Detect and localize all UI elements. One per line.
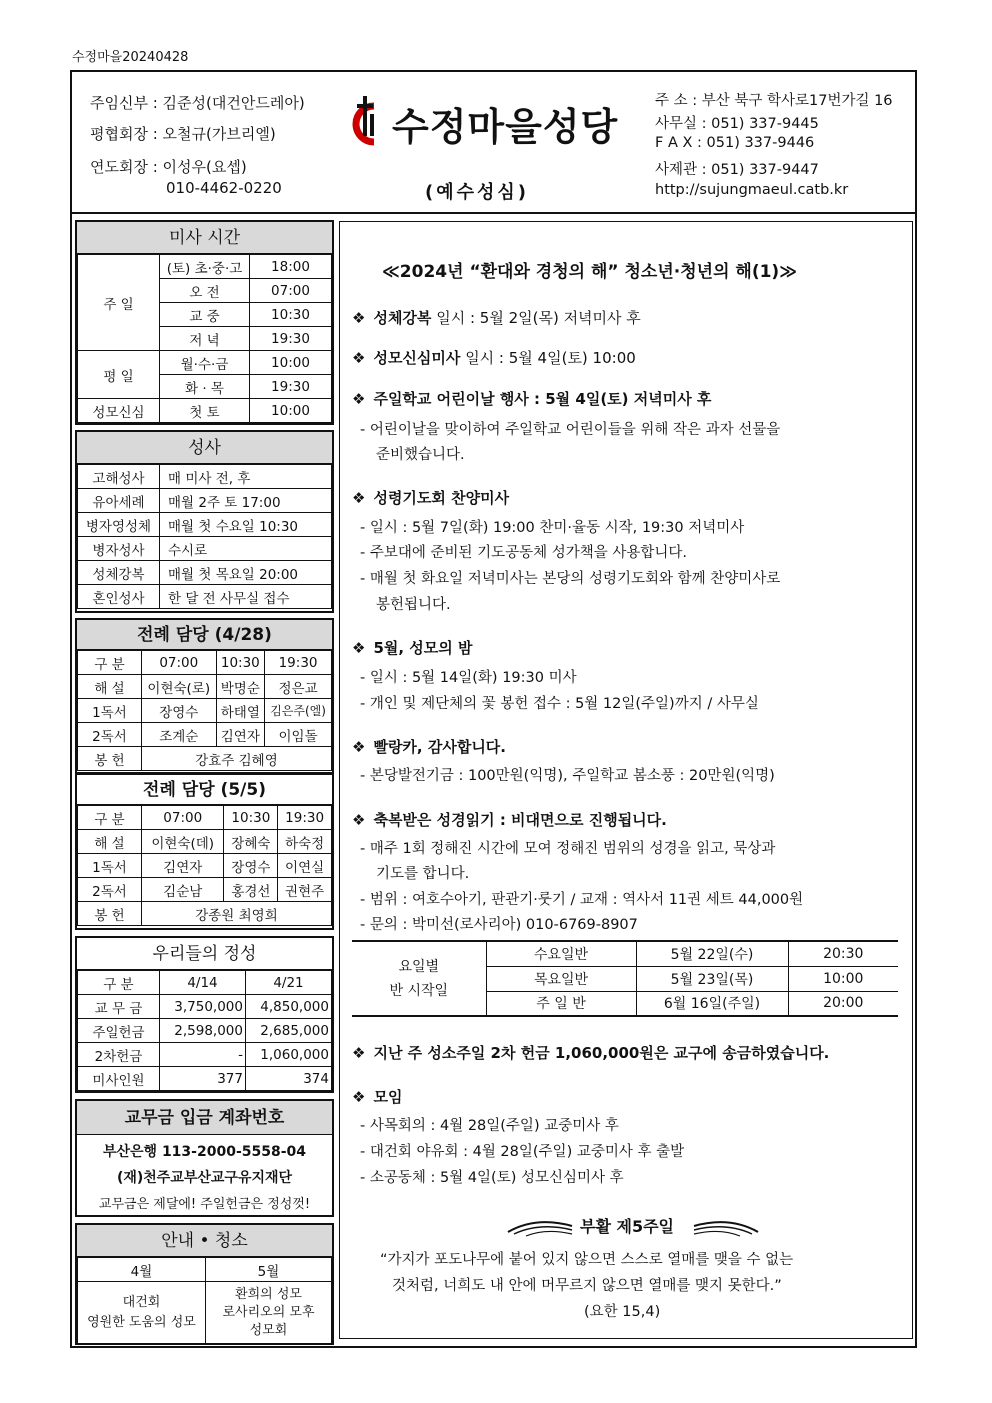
text-line: 봉헌됩니다. — [376, 597, 451, 613]
class-name: 주 일 반 — [486, 991, 636, 1016]
diamond-icon: ❖ — [352, 1044, 366, 1062]
table-head: 19:30 — [265, 651, 332, 675]
yeondo-phone: 010-4462-0220 — [166, 179, 282, 197]
text-line: - 문의 : 박미선(로사리아) 010-6769-8907 — [360, 917, 638, 933]
ornament-right-icon — [692, 1212, 760, 1240]
mass-name: (토) 초·중·고 — [160, 255, 250, 279]
cleaning-may: 환희의 성모 로사리오의 모후 성모회 — [206, 1282, 332, 1344]
bible-verse-line2: 것처럼, 너희도 내 안에 머무르지 않으면 열매를 맺지 못한다.” — [392, 1278, 782, 1294]
mass-time: 10:00 — [250, 399, 332, 423]
table-head: 10:30 — [216, 651, 265, 675]
month: 5월 — [206, 1258, 332, 1282]
mass-name: 교 중 — [160, 303, 250, 327]
section-bible-reading: ❖ 축복받은 성경읽기 : 비대면으로 진행됩니다. — [352, 811, 667, 829]
person: 홍경선 — [224, 878, 278, 902]
table-head: 구 분 — [78, 971, 160, 995]
class-time: 20:30 — [788, 941, 898, 966]
amount: 377 — [160, 1067, 246, 1091]
offering-table — [77, 970, 332, 1091]
person: 하태열 — [216, 699, 265, 723]
section-vocation-offering: ❖ 지난 주 성소주일 2차 헌금 1,060,000원은 교구에 송금하였습니다. — [352, 1044, 830, 1062]
sacrament-info: 매월 첫 수요일 10:30 — [160, 513, 332, 537]
offering-type: 주일헌금 — [78, 1019, 160, 1043]
mass-time: 10:30 — [250, 303, 332, 327]
bible-class-label: 요일별 반 시작일 — [352, 941, 486, 1016]
sacrament-name: 병자영성체 — [78, 513, 160, 537]
text-line: - 범위 : 여호수아기, 판관기·룻기 / 교재 : 역사서 11권 세트 44,000원 — [360, 892, 804, 908]
diamond-icon: ❖ — [352, 349, 366, 367]
role: 1독서 — [78, 699, 142, 723]
section-mary-mass: ❖ 성모신심미사 일시 : 5월 4일(토) 10:00 — [352, 349, 636, 367]
section-childrens-day: ❖ 주일학교 어린이날 행사 : 5월 4일(토) 저녁미사 후 — [352, 390, 712, 408]
role: 봉 헌 — [78, 902, 142, 926]
diamond-icon: ❖ — [352, 309, 366, 327]
weekday-label: 평 일 — [78, 351, 160, 399]
cleaning-box — [75, 1223, 334, 1345]
person: 강효주 김혜영 — [142, 747, 332, 771]
offering-type: 미사인원 — [78, 1067, 160, 1091]
amount: 1,060,000 — [246, 1043, 332, 1067]
section-holy-spirit: ❖ 성령기도회 찬양미사 — [352, 489, 510, 507]
table-head: 07:00 — [142, 651, 217, 675]
section-may-night: ❖ 5월, 성모의 밤 — [352, 639, 473, 657]
mary-label: 성모신심 — [78, 399, 160, 423]
mass-name: 저 녁 — [160, 327, 250, 351]
mass-times-box — [75, 220, 334, 425]
mass-name: 첫 토 — [160, 399, 250, 423]
liturgy-505-table — [77, 805, 332, 926]
headline: ≪2024년 “환대와 경청의 해” 청소년·청년의 해(1)≫ — [382, 262, 798, 282]
sacrament-info: 매월 2주 토 17:00 — [160, 489, 332, 513]
fax: F A X : 051) 337-9446 — [655, 135, 815, 151]
person: 강종원 최영희 — [142, 902, 332, 926]
person: 박명순 — [216, 675, 265, 699]
mass-time: 19:30 — [250, 327, 332, 351]
cleaning-title: 안내 • 청소 — [77, 1225, 332, 1257]
person: 이연실 — [278, 854, 332, 878]
text-line: - 매주 1회 정해진 시간에 모여 정해진 범위의 성경을 읽고, 묵상과 — [360, 841, 776, 857]
text-line: - 소공동체 : 5월 4일(토) 성모신심미사 후 — [360, 1170, 624, 1186]
diamond-icon: ❖ — [352, 489, 366, 507]
text-line: - 어린이날을 맞이하여 주일학교 어린이들을 위해 작은 과자 선물을 — [360, 422, 781, 438]
text-line: - 일시 : 5월 7일(화) 19:00 찬미·율동 시작, 19:30 저녁미사 — [360, 520, 745, 536]
class-name: 목요일반 — [486, 966, 636, 991]
pastor: 주임신부 : 김준성(대건안드레아) — [90, 94, 305, 112]
motto: (예수성심) — [425, 182, 530, 203]
person: 김연자 — [142, 854, 224, 878]
person: 이현숙(로) — [142, 675, 217, 699]
person: 김연자 — [216, 723, 265, 747]
person: 권현주 — [278, 878, 332, 902]
diamond-icon: ❖ — [352, 1088, 366, 1106]
ornament-left-icon — [506, 1212, 574, 1240]
person: 장영수 — [224, 854, 278, 878]
sunday-title: 부활 제5주일 — [580, 1217, 674, 1236]
bible-class-table — [352, 940, 898, 1017]
section-meetings: ❖ 모임 — [352, 1088, 403, 1106]
church-logo — [344, 92, 644, 152]
text-line: - 개인 및 제단체의 꽃 봉헌 접수 : 5월 12일(주일)까지 / 사무실 — [360, 696, 759, 712]
mass-time: 07:00 — [250, 279, 332, 303]
amount: 2,685,000 — [246, 1019, 332, 1043]
role: 2독서 — [78, 878, 142, 902]
sacrament-name: 병자성사 — [78, 537, 160, 561]
class-time: 20:00 — [788, 991, 898, 1016]
account-holder: (재)천주교부산교구유지재단 — [116, 1170, 293, 1186]
text-line: - 대건회 야유회 : 4월 28일(주일) 교중미사 후 출발 — [360, 1144, 685, 1160]
text-line: 준비했습니다. — [376, 447, 465, 463]
rectory-phone: 사제관 : 051) 337-9447 — [655, 162, 819, 178]
account-box — [75, 1099, 334, 1217]
liturgy-505-box — [75, 774, 334, 930]
table-head: 4/21 — [246, 971, 332, 995]
amount: 374 — [246, 1067, 332, 1091]
text-line: - 일시 : 5월 14일(화) 19:30 미사 — [360, 670, 577, 686]
table-head: 4/14 — [160, 971, 246, 995]
mass-name: 화 · 목 — [160, 375, 250, 399]
offering-title: 우리들의 정성 — [77, 938, 332, 970]
diamond-icon: ❖ — [352, 811, 366, 829]
bank-account: 부산은행 113-2000-5558-04 — [102, 1144, 307, 1160]
role: 1독서 — [78, 854, 142, 878]
website-link[interactable]: http://sujungmaeul.catb.kr — [655, 182, 849, 198]
liturgy-505-title: 전례 담당 (5/5) — [77, 775, 332, 805]
person: 이임돌 — [265, 723, 332, 747]
bible-verse-ref: (요한 15,4) — [584, 1304, 661, 1320]
role: 봉 헌 — [78, 747, 142, 771]
role: 2독서 — [78, 723, 142, 747]
section-palanca: ❖ 빨랑카, 감사합니다. — [352, 738, 506, 756]
class-name: 수요일반 — [486, 941, 636, 966]
text-line: - 주보대에 준비된 기도공동체 성가책을 사용합니다. — [360, 545, 688, 561]
office-phone: 사무실 : 051) 337-9445 — [655, 116, 819, 132]
diamond-icon: ❖ — [352, 639, 366, 657]
class-date: 6월 16일(주일) — [636, 991, 788, 1016]
sacrament-info: 한 달 전 사무실 접수 — [160, 585, 332, 609]
person: 김은주(엘) — [265, 699, 332, 723]
role: 해 설 — [78, 830, 142, 854]
mass-time: 19:30 — [250, 375, 332, 399]
sacrament-box — [75, 430, 334, 613]
sacrament-info: 매월 첫 목요일 20:00 — [160, 561, 332, 585]
account-note: 교무금은 제달에! 주일헌금은 정성껏! — [98, 1197, 311, 1212]
table-head: 구 분 — [78, 806, 142, 830]
amount: 2,598,000 — [160, 1019, 246, 1043]
cleaning-table — [77, 1257, 332, 1344]
sacrament-info: 수시로 — [160, 537, 332, 561]
class-date: 5월 22일(수) — [636, 941, 788, 966]
person: 이현숙(데) — [142, 830, 224, 854]
diamond-icon: ❖ — [352, 738, 366, 756]
address: 주 소 : 부산 북구 학사로17번가길 16 — [655, 93, 893, 109]
mass-name: 오 전 — [160, 279, 250, 303]
offering-type: 교 무 금 — [78, 995, 160, 1019]
sacrament-table — [77, 464, 332, 609]
person: 장혜숙 — [224, 830, 278, 854]
bible-verse-line1: “가지가 포도나무에 붙어 있지 않으면 스스로 열매를 맺을 수 없는 — [380, 1252, 794, 1268]
church-name: 수정마을성당 — [392, 105, 619, 149]
mass-time: 10:00 — [250, 351, 332, 375]
council-president: 평협회장 : 오철규(가브리엘) — [90, 125, 276, 143]
amount: 4,850,000 — [246, 995, 332, 1019]
amount: 3,750,000 — [160, 995, 246, 1019]
mass-times-title: 미사 시간 — [77, 222, 332, 254]
sacrament-name: 고해성사 — [78, 465, 160, 489]
text-line: 기도를 합니다. — [376, 866, 470, 882]
liturgy-428-title: 전례 담당 (4/28) — [77, 620, 332, 650]
offering-type: 2차헌금 — [78, 1043, 160, 1067]
class-time: 10:00 — [788, 966, 898, 991]
diamond-icon: ❖ — [352, 390, 366, 408]
person: 하숙정 — [278, 830, 332, 854]
mass-name: 월·수·금 — [160, 351, 250, 375]
yeondo-president: 연도회장 : 이성우(요셉) — [90, 158, 247, 176]
sacrament-name: 유아세례 — [78, 489, 160, 513]
class-date: 5월 23일(목) — [636, 966, 788, 991]
document-id: 수정마을20240428 — [72, 50, 189, 65]
liturgy-428-table — [77, 650, 332, 771]
section-adoration: ❖ 성체강복 일시 : 5월 2일(목) 저녁미사 후 — [352, 309, 641, 327]
table-head: 구 분 — [78, 651, 142, 675]
sacrament-title: 성사 — [77, 432, 332, 464]
mass-times-table — [77, 254, 332, 423]
mass-time: 18:00 — [250, 255, 332, 279]
text-line: - 본당발전기금 : 100만원(익명), 주일학교 봄소풍 : 20만원(익명) — [360, 768, 775, 784]
text-line: - 매월 첫 화요일 저녁미사는 본당의 성령기도회와 함께 찬양미사로 — [360, 571, 781, 587]
table-head: 10:30 — [224, 806, 278, 830]
person: 김순남 — [142, 878, 224, 902]
amount: - — [160, 1043, 246, 1067]
table-head: 19:30 — [278, 806, 332, 830]
sacrament-info: 매 미사 전, 후 — [160, 465, 332, 489]
person: 정은교 — [265, 675, 332, 699]
liturgy-428-box — [75, 618, 334, 774]
sacrament-name: 혼인성사 — [78, 585, 160, 609]
sunday-label: 주 일 — [78, 255, 160, 351]
text-line: - 사목회의 : 4월 28일(주일) 교중미사 후 — [360, 1118, 619, 1134]
church-emblem-icon — [344, 92, 390, 148]
account-title: 교무금 입금 계좌번호 — [77, 1101, 332, 1135]
person: 장영수 — [142, 699, 217, 723]
sacrament-name: 성체강복 — [78, 561, 160, 585]
table-head: 07:00 — [142, 806, 224, 830]
month: 4월 — [78, 1258, 206, 1282]
role: 해 설 — [78, 675, 142, 699]
offering-box — [75, 936, 334, 1093]
cleaning-april: 대건회 영원한 도움의 성모 — [78, 1282, 206, 1344]
person: 조계순 — [142, 723, 217, 747]
